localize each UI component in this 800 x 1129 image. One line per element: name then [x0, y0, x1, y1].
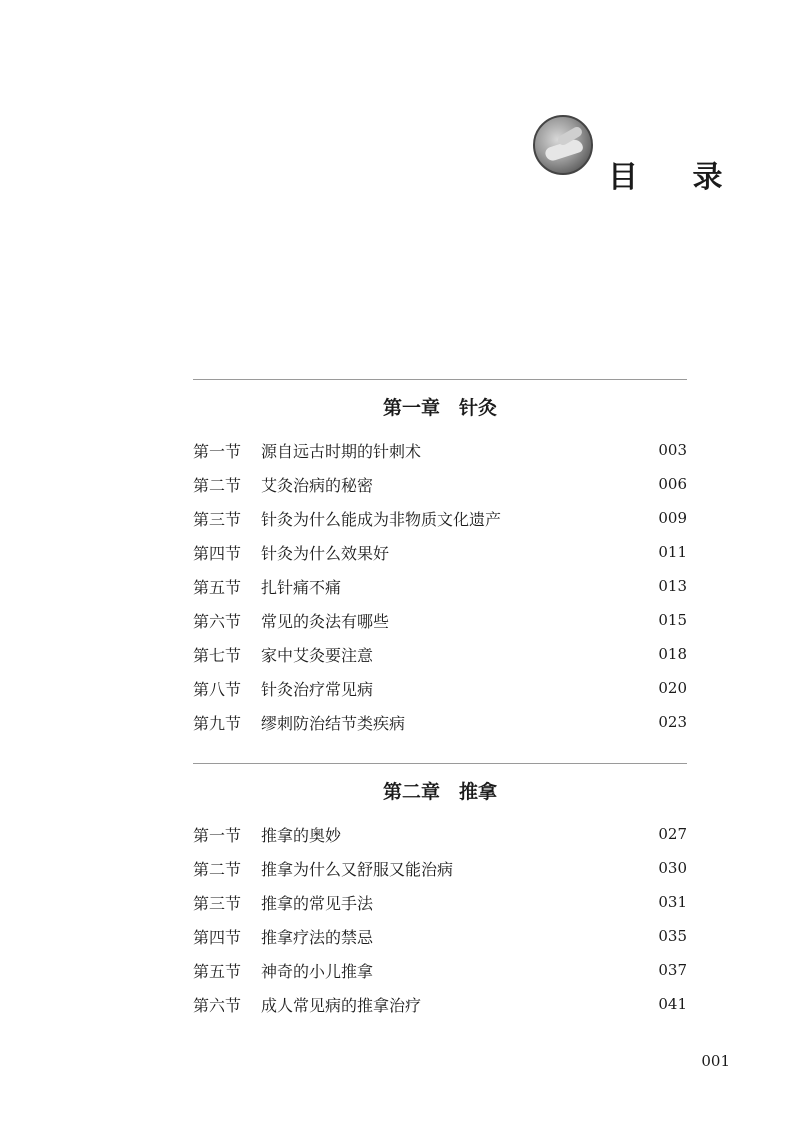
- section-number: 第五节: [193, 961, 242, 981]
- toc-entry[interactable]: [193, 467, 687, 501]
- section-title: 推拿疗法的禁忌: [261, 927, 374, 947]
- toc-entry[interactable]: [193, 637, 687, 671]
- toc-list: [193, 817, 687, 1021]
- page-number: 001: [701, 1052, 730, 1070]
- section-number: 第七节: [193, 645, 242, 665]
- page-ref: 015: [658, 611, 687, 629]
- toc-entry[interactable]: [193, 851, 687, 885]
- section-number: 第一节: [193, 825, 242, 845]
- page-ref: 006: [658, 475, 687, 493]
- section-title: 针灸治疗常见病: [261, 679, 374, 699]
- section-title: 针灸为什么效果好: [261, 543, 390, 563]
- section-number: 第六节: [193, 611, 242, 631]
- section-number: 第五节: [193, 577, 242, 597]
- toc-entry[interactable]: [193, 987, 687, 1021]
- chapter-divider: [193, 763, 687, 764]
- page-ref: 041: [658, 995, 687, 1013]
- section-number: 第三节: [193, 509, 242, 529]
- toc-entry[interactable]: [193, 569, 687, 603]
- section-title: 推拿的常见手法: [261, 893, 374, 913]
- section-title: 常见的灸法有哪些: [261, 611, 390, 631]
- toc-entry[interactable]: [193, 705, 687, 739]
- section-number: 第八节: [193, 679, 242, 699]
- toc-entry[interactable]: [193, 535, 687, 569]
- section-number: 第四节: [193, 543, 242, 563]
- section-title: 家中艾灸要注意: [261, 645, 374, 665]
- page-ref: 037: [658, 961, 687, 979]
- section-title: 成人常见病的推拿治疗: [261, 995, 422, 1015]
- page-ref: 027: [658, 825, 687, 843]
- chapter-section: [193, 763, 687, 1021]
- section-number: 第三节: [193, 893, 242, 913]
- section-number: 第四节: [193, 927, 242, 947]
- section-number: 第六节: [193, 995, 242, 1015]
- page-ref: 020: [658, 679, 687, 697]
- toc-entry[interactable]: [193, 885, 687, 919]
- toc-entry[interactable]: [193, 953, 687, 987]
- page-ref: 030: [658, 859, 687, 877]
- section-title: 针灸为什么能成为非物质文化遗产: [261, 509, 502, 529]
- chapter-title: 第二章 推拿: [382, 781, 497, 803]
- section-title: 缪刺防治结节类疾病: [261, 713, 406, 733]
- page-ref: 031: [658, 893, 687, 911]
- section-title: 推拿为什么又舒服又能治病: [261, 859, 454, 879]
- chapter-emblem-image: [533, 115, 593, 175]
- section-title: 神奇的小儿推拿: [261, 961, 374, 981]
- section-title: 扎针痛不痛: [261, 577, 342, 597]
- toc-list: [193, 433, 687, 739]
- toc-entry[interactable]: [193, 671, 687, 705]
- toc-entry[interactable]: [193, 433, 687, 467]
- page-ref: 023: [658, 713, 687, 731]
- page-title: 目 录: [608, 160, 745, 195]
- section-title: 源自远古时期的针刺术: [261, 441, 422, 461]
- section-title: 艾灸治病的秘密: [261, 475, 374, 495]
- page-ref: 009: [658, 509, 687, 527]
- toc-entry[interactable]: [193, 919, 687, 953]
- section-title: 推拿的奥妙: [261, 825, 342, 845]
- chapter-divider: [193, 379, 687, 380]
- section-number: 第二节: [193, 859, 242, 879]
- page-ref: 018: [658, 645, 687, 663]
- toc-entry[interactable]: [193, 817, 687, 851]
- page-ref: 035: [658, 927, 687, 945]
- section-number: 第一节: [193, 441, 242, 461]
- chapter-section: [193, 379, 687, 739]
- section-number: 第二节: [193, 475, 242, 495]
- page-ref: 011: [658, 543, 687, 561]
- chapter-title: 第一章 针灸: [382, 397, 497, 419]
- page-ref: 013: [658, 577, 687, 595]
- page-ref: 003: [658, 441, 687, 459]
- toc-entry[interactable]: [193, 603, 687, 637]
- toc-entry[interactable]: [193, 501, 687, 535]
- section-number: 第九节: [193, 713, 242, 733]
